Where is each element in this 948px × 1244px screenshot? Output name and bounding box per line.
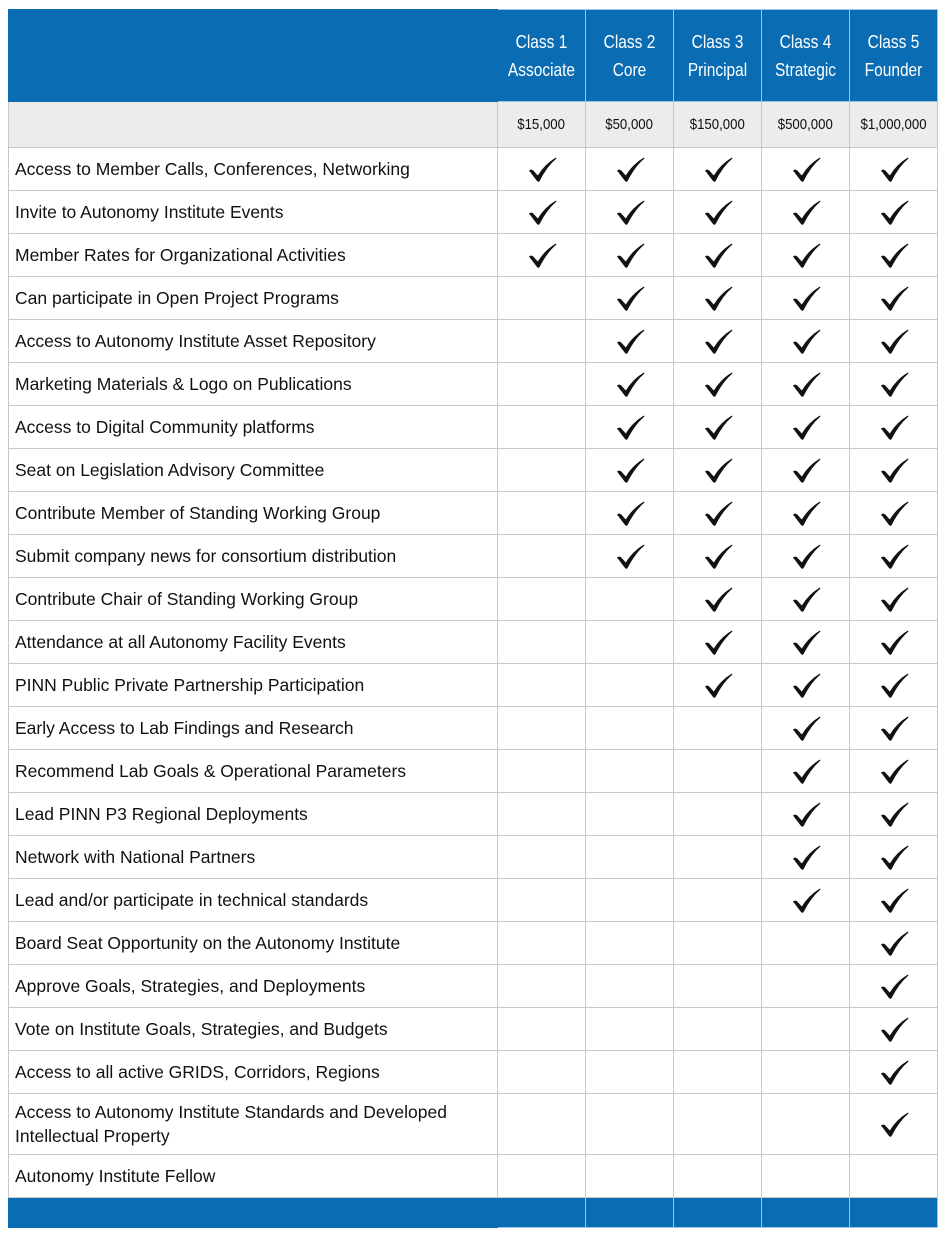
feature-cell-class-5 [850,234,938,277]
checkmark-icon [878,414,910,441]
feature-cell-class-3 [674,449,762,492]
tier-header-row [9,10,938,102]
feature-cell-class-2 [586,707,674,750]
footer-cell [498,1198,586,1228]
feature-cell-class-1 [498,879,586,922]
feature-cell-class-2 [586,1094,674,1155]
feature-cell-class-5 [850,664,938,707]
feature-cell-class-5 [850,449,938,492]
feature-cell-class-5 [850,1155,938,1198]
feature-cell-class-2 [586,965,674,1008]
feature-cell-class-4 [762,277,850,320]
feature-cell-class-5 [850,750,938,793]
feature-row [9,578,938,621]
checkmark-icon [702,242,734,269]
feature-cell-class-3 [674,664,762,707]
feature-cell-class-4 [762,1155,850,1198]
feature-cell-class-4 [762,922,850,965]
feature-row [9,406,938,449]
feature-cell-class-2 [586,750,674,793]
checkmark-icon [790,887,822,914]
feature-label: Access to Autonomy Institute Asset Repository [9,320,498,363]
feature-row [9,879,938,922]
feature-cell-class-1 [498,965,586,1008]
checkmark-icon [702,156,734,183]
checkmark-icon [878,715,910,742]
checkmark-icon [790,844,822,871]
feature-cell-class-3 [674,793,762,836]
feature-label: Marketing Materials & Logo on Publications [9,363,498,406]
tier-name-label: Founder [864,59,923,80]
feature-cell-class-1 [498,621,586,664]
checkmark-icon [790,500,822,527]
feature-row [9,1155,938,1198]
feature-row [9,1051,938,1094]
feature-row [9,750,938,793]
checkmark-icon [702,457,734,484]
checkmark-icon [878,156,910,183]
checkmark-icon [790,371,822,398]
feature-label: Seat on Legislation Advisory Committee [9,449,498,492]
checkmark-icon [702,199,734,226]
tier-name-label: Principal [687,59,748,80]
feature-cell-class-2 [586,535,674,578]
checkmark-icon [878,629,910,656]
feature-cell-class-3 [674,191,762,234]
feature-cell-class-5 [850,707,938,750]
checkmark-icon [878,242,910,269]
feature-cell-class-4 [762,449,850,492]
feature-row [9,277,938,320]
feature-cell-class-2 [586,492,674,535]
tier-name-label: Associate [507,59,576,80]
tier-name-label: Strategic [774,59,837,80]
feature-label: Network with National Partners [9,836,498,879]
feature-cell-class-1 [498,320,586,363]
feature-cell-class-3 [674,1094,762,1155]
feature-cell-class-3 [674,320,762,363]
footer-bar-row [9,1198,938,1228]
feature-cell-class-5 [850,965,938,1008]
feature-cell-class-2 [586,578,674,621]
feature-cell-class-4 [762,750,850,793]
feature-cell-class-2 [586,449,674,492]
feature-label: Can participate in Open Project Programs [9,277,498,320]
price-cell-class-1 [498,102,586,148]
feature-cell-class-2 [586,879,674,922]
checkmark-icon [614,285,646,312]
checkmark-icon [614,414,646,441]
feature-label: Board Seat Opportunity on the Autonomy Institute [9,922,498,965]
feature-row [9,965,938,1008]
feature-label: Access to Digital Community platforms [9,406,498,449]
feature-cell-class-4 [762,965,850,1008]
checkmark-icon [878,844,910,871]
price-value: $15,000 [517,116,566,133]
price-value: $150,000 [689,116,746,133]
feature-cell-class-1 [498,277,586,320]
price-cell-class-2 [586,102,674,148]
checkmark-icon [702,500,734,527]
tier-header-class-1 [498,10,586,102]
feature-label: Lead PINN P3 Regional Deployments [9,793,498,836]
footer-cell [586,1198,674,1228]
footer-cell [674,1198,762,1228]
checkmark-icon [878,457,910,484]
feature-cell-class-2 [586,922,674,965]
feature-cell-class-3 [674,148,762,191]
feature-cell-class-4 [762,191,850,234]
feature-cell-class-1 [498,1008,586,1051]
checkmark-icon [790,199,822,226]
feature-cell-class-3 [674,1008,762,1051]
feature-cell-class-1 [498,836,586,879]
checkmark-icon [878,371,910,398]
feature-cell-class-2 [586,234,674,277]
feature-cell-class-4 [762,707,850,750]
feature-cell-class-1 [498,1051,586,1094]
checkmark-icon [614,328,646,355]
tier-header-class-4 [762,10,850,102]
checkmark-icon [790,414,822,441]
feature-label: PINN Public Private Partnership Participation [9,664,498,707]
feature-cell-class-2 [586,277,674,320]
feature-cell-class-5 [850,320,938,363]
feature-cell-class-5 [850,621,938,664]
tier-class-label: Class 5 [867,31,920,52]
feature-cell-class-3 [674,535,762,578]
feature-label: Autonomy Institute Fellow [9,1155,498,1198]
checkmark-icon [614,156,646,183]
checkmark-icon [878,500,910,527]
checkmark-icon [878,1059,910,1086]
tier-class-label: Class 3 [691,31,744,52]
feature-cell-class-5 [850,578,938,621]
feature-cell-class-3 [674,363,762,406]
price-cell-class-5 [850,102,938,148]
feature-label: Vote on Institute Goals, Strategies, and Budgets [9,1008,498,1051]
feature-label: Early Access to Lab Findings and Research [9,707,498,750]
feature-row [9,234,938,277]
price-value: $50,000 [605,116,654,133]
feature-cell-class-4 [762,1008,850,1051]
checkmark-icon [614,543,646,570]
feature-row [9,922,938,965]
feature-cell-class-3 [674,707,762,750]
feature-label: Approve Goals, Strategies, and Deployments [9,965,498,1008]
tier-header-class-5 [850,10,938,102]
checkmark-icon [790,457,822,484]
feature-cell-class-1 [498,707,586,750]
feature-row [9,148,938,191]
feature-cell-class-2 [586,836,674,879]
feature-label: Access to all active GRIDS, Corridors, Regions [9,1051,498,1094]
checkmark-icon [878,543,910,570]
feature-cell-class-1 [498,492,586,535]
checkmark-icon [878,973,910,1000]
checkmark-icon [878,328,910,355]
feature-row [9,664,938,707]
feature-cell-class-1 [498,1155,586,1198]
footer-cell [9,1198,498,1228]
price-value: $500,000 [777,116,834,133]
feature-row [9,535,938,578]
feature-cell-class-3 [674,1155,762,1198]
feature-rows [9,148,938,1198]
checkmark-icon [702,586,734,613]
feature-cell-class-1 [498,535,586,578]
feature-cell-class-4 [762,234,850,277]
feature-cell-class-1 [498,664,586,707]
feature-cell-class-4 [762,406,850,449]
feature-cell-class-5 [850,1051,938,1094]
checkmark-icon [878,801,910,828]
feature-label: Contribute Chair of Standing Working Group [9,578,498,621]
checkmark-icon [702,328,734,355]
feature-cell-class-4 [762,664,850,707]
checkmark-icon [790,672,822,699]
feature-cell-class-5 [850,492,938,535]
feature-row [9,320,938,363]
price-row [9,102,938,148]
feature-cell-class-1 [498,449,586,492]
price-cell-class-4 [762,102,850,148]
checkmark-icon [526,242,558,269]
feature-cell-class-4 [762,1094,850,1155]
checkmark-icon [790,801,822,828]
checkmark-icon [790,328,822,355]
feature-label: Contribute Member of Standing Working Group [9,492,498,535]
feature-cell-class-5 [850,148,938,191]
checkmark-icon [614,199,646,226]
feature-cell-class-4 [762,148,850,191]
feature-row [9,191,938,234]
feature-cell-class-1 [498,793,586,836]
feature-cell-class-4 [762,793,850,836]
checkmark-icon [878,586,910,613]
feature-cell-class-5 [850,922,938,965]
feature-cell-class-1 [498,578,586,621]
feature-cell-class-5 [850,836,938,879]
feature-cell-class-5 [850,1094,938,1155]
tier-class-label: Class 4 [779,31,832,52]
feature-cell-class-4 [762,578,850,621]
feature-cell-class-1 [498,750,586,793]
feature-cell-class-5 [850,793,938,836]
feature-cell-class-5 [850,277,938,320]
feature-cell-class-2 [586,664,674,707]
feature-cell-class-1 [498,234,586,277]
checkmark-icon [614,500,646,527]
feature-cell-class-4 [762,1051,850,1094]
feature-cell-class-1 [498,406,586,449]
checkmark-icon [878,672,910,699]
feature-row [9,836,938,879]
feature-cell-class-4 [762,621,850,664]
feature-cell-class-4 [762,836,850,879]
feature-label: Invite to Autonomy Institute Events [9,191,498,234]
feature-label: Lead and/or participate in technical standards [9,879,498,922]
feature-cell-class-3 [674,1051,762,1094]
checkmark-icon [702,371,734,398]
feature-cell-class-3 [674,750,762,793]
checkmark-icon [878,285,910,312]
feature-label: Submit company news for consortium distribution [9,535,498,578]
tier-name-label: Core [612,59,647,80]
feature-cell-class-1 [498,148,586,191]
feature-cell-class-2 [586,1155,674,1198]
checkmark-icon [702,414,734,441]
feature-cell-class-5 [850,535,938,578]
checkmark-icon [790,715,822,742]
checkmark-icon [790,242,822,269]
checkmark-icon [790,629,822,656]
header-blank-cell [9,10,498,102]
feature-cell-class-4 [762,363,850,406]
checkmark-icon [614,371,646,398]
feature-cell-class-3 [674,277,762,320]
checkmark-icon [878,758,910,785]
checkmark-icon [702,285,734,312]
footer-cell [762,1198,850,1228]
checkmark-icon [878,1016,910,1043]
feature-label: Recommend Lab Goals & Operational Parameters [9,750,498,793]
feature-cell-class-4 [762,535,850,578]
feature-cell-class-3 [674,965,762,1008]
checkmark-icon [878,887,910,914]
membership-tiers-table [8,9,938,1228]
feature-cell-class-5 [850,191,938,234]
feature-cell-class-3 [674,879,762,922]
tier-header-class-3 [674,10,762,102]
membership-table-container [8,9,938,1228]
feature-cell-class-2 [586,406,674,449]
checkmark-icon [702,629,734,656]
feature-cell-class-5 [850,406,938,449]
checkmark-icon [790,156,822,183]
tier-class-label: Class 1 [515,31,568,52]
checkmark-icon [790,285,822,312]
feature-cell-class-3 [674,406,762,449]
checkmark-icon [878,1111,910,1138]
feature-cell-class-3 [674,922,762,965]
feature-label: Member Rates for Organizational Activities [9,234,498,277]
feature-row [9,793,938,836]
feature-cell-class-1 [498,363,586,406]
feature-row [9,707,938,750]
feature-label: Attendance at all Autonomy Facility Events [9,621,498,664]
feature-cell-class-2 [586,793,674,836]
price-blank-cell [9,102,498,148]
feature-cell-class-2 [586,363,674,406]
feature-label: Access to Autonomy Institute Standards and Developed Intellectual Property [9,1094,498,1155]
feature-row [9,621,938,664]
feature-cell-class-3 [674,836,762,879]
checkmark-icon [526,156,558,183]
feature-cell-class-3 [674,578,762,621]
feature-cell-class-4 [762,320,850,363]
footer-cell [850,1198,938,1228]
feature-cell-class-4 [762,492,850,535]
checkmark-icon [790,758,822,785]
feature-cell-class-1 [498,1094,586,1155]
checkmark-icon [878,199,910,226]
feature-row [9,1008,938,1051]
tier-class-label: Class 2 [603,31,656,52]
feature-row [9,363,938,406]
checkmark-icon [790,586,822,613]
checkmark-icon [702,543,734,570]
feature-cell-class-1 [498,191,586,234]
checkmark-icon [614,242,646,269]
feature-cell-class-5 [850,1008,938,1051]
checkmark-icon [526,199,558,226]
feature-cell-class-2 [586,320,674,363]
feature-cell-class-5 [850,879,938,922]
checkmark-icon [878,930,910,957]
price-cell-class-3 [674,102,762,148]
tier-header-class-2 [586,10,674,102]
feature-cell-class-1 [498,922,586,965]
feature-cell-class-3 [674,492,762,535]
checkmark-icon [790,543,822,570]
feature-row [9,449,938,492]
feature-row [9,1094,938,1155]
feature-cell-class-5 [850,363,938,406]
price-value: $1,000,000 [860,116,927,133]
feature-cell-class-3 [674,234,762,277]
feature-label: Access to Member Calls, Conferences, Networking [9,148,498,191]
feature-cell-class-3 [674,621,762,664]
checkmark-icon [614,457,646,484]
feature-cell-class-2 [586,191,674,234]
feature-cell-class-2 [586,148,674,191]
feature-cell-class-2 [586,1051,674,1094]
feature-cell-class-4 [762,879,850,922]
feature-row [9,492,938,535]
checkmark-icon [702,672,734,699]
feature-cell-class-2 [586,1008,674,1051]
feature-cell-class-2 [586,621,674,664]
